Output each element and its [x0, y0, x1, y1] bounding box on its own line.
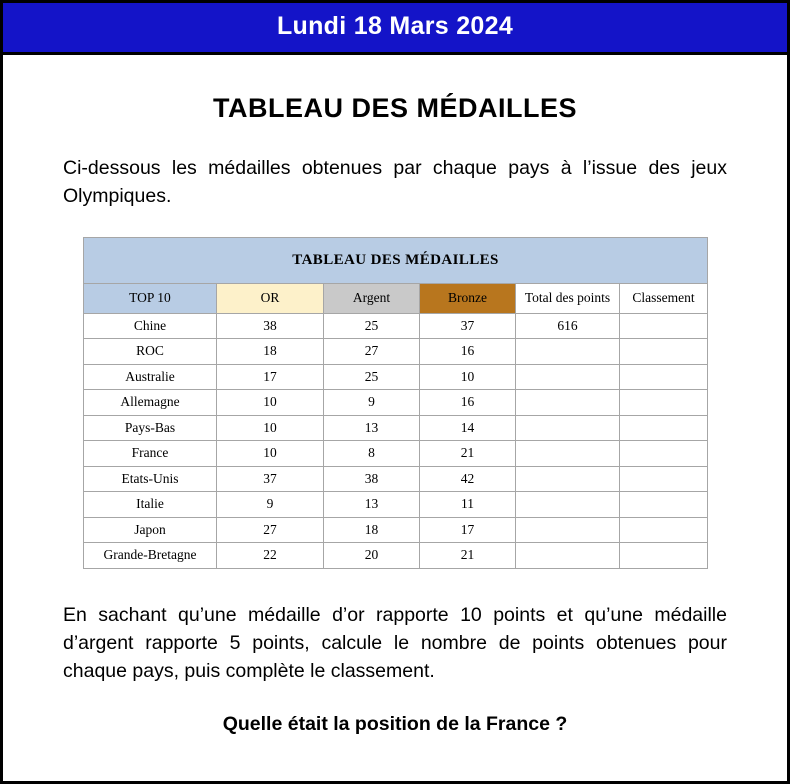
cell-or: 37 [217, 466, 324, 492]
cell-bronze: 42 [420, 466, 516, 492]
cell-country: Pays-Bas [84, 415, 217, 441]
date-banner: Lundi 18 Mars 2024 [3, 3, 787, 55]
worksheet-content [3, 55, 787, 781]
cell-country: Grande-Bretagne [84, 543, 217, 569]
cell-or: 10 [217, 390, 324, 416]
table-header-row [84, 283, 708, 313]
cell-classement[interactable] [620, 364, 708, 390]
table-row [84, 492, 708, 518]
medals-table [83, 237, 708, 569]
table-caption-row [84, 237, 708, 283]
page-title: TABLEAU DES MÉDAILLES [212, 93, 577, 123]
header-or: OR [217, 283, 324, 313]
cell-or: 10 [217, 441, 324, 467]
cell-country: Chine [84, 313, 217, 339]
header-classement: Classement [620, 283, 708, 313]
table-row [84, 390, 708, 416]
table-row [84, 441, 708, 467]
cell-bronze: 16 [420, 339, 516, 365]
table-row [84, 466, 708, 492]
cell-classement[interactable] [620, 415, 708, 441]
cell-argent: 20 [324, 543, 420, 569]
cell-classement[interactable] [620, 390, 708, 416]
cell-bronze: 14 [420, 415, 516, 441]
cell-argent: 27 [324, 339, 420, 365]
table-row [84, 339, 708, 365]
header-total: Total des points [516, 283, 620, 313]
cell-argent: 9 [324, 390, 420, 416]
cell-total[interactable]: 616 [516, 313, 620, 339]
cell-country: ROC [84, 339, 217, 365]
cell-argent: 8 [324, 441, 420, 467]
cell-total[interactable] [516, 543, 620, 569]
cell-country: Italie [84, 492, 217, 518]
table-row [84, 517, 708, 543]
table-row [84, 313, 708, 339]
cell-country: Allemagne [84, 390, 217, 416]
cell-argent: 25 [324, 364, 420, 390]
cell-classement[interactable] [620, 313, 708, 339]
cell-total[interactable] [516, 492, 620, 518]
cell-bronze: 11 [420, 492, 516, 518]
cell-classement[interactable] [620, 517, 708, 543]
cell-total[interactable] [516, 390, 620, 416]
cell-country: Japon [84, 517, 217, 543]
header-argent: Argent [324, 283, 420, 313]
table-caption: TABLEAU DES MÉDAILLES [84, 237, 708, 283]
cell-total[interactable] [516, 441, 620, 467]
header-bronze: Bronze [420, 283, 516, 313]
final-question: Quelle était la position de la France ? [222, 713, 568, 736]
cell-or: 10 [217, 415, 324, 441]
cell-total[interactable] [516, 466, 620, 492]
table-row [84, 543, 708, 569]
cell-bronze: 21 [420, 441, 516, 467]
cell-or: 27 [217, 517, 324, 543]
cell-bronze: 17 [420, 517, 516, 543]
header-top10: TOP 10 [84, 283, 217, 313]
cell-argent: 18 [324, 517, 420, 543]
cell-classement[interactable] [620, 441, 708, 467]
closing-instructions: En sachant qu’une médaille d’or rapporte 10 points et qu’une médaille d’argent rapporte 5 points, calcule le nombre de points obtenues pour chaque pays, puis complète le classement. [63, 603, 727, 683]
cell-argent: 25 [324, 313, 420, 339]
cell-bronze: 21 [420, 543, 516, 569]
intro-paragraph: Ci-dessous les médailles obtenues par chaque pays à l’issue des jeux Olympiques. [63, 157, 727, 208]
cell-or: 22 [217, 543, 324, 569]
table-row [84, 364, 708, 390]
cell-country: Etats-Unis [84, 466, 217, 492]
cell-bronze: 10 [420, 364, 516, 390]
cell-classement[interactable] [620, 466, 708, 492]
cell-classement[interactable] [620, 492, 708, 518]
cell-argent: 13 [324, 415, 420, 441]
cell-classement[interactable] [620, 543, 708, 569]
cell-or: 18 [217, 339, 324, 365]
cell-bronze: 37 [420, 313, 516, 339]
cell-or: 38 [217, 313, 324, 339]
cell-or: 9 [217, 492, 324, 518]
cell-classement[interactable] [620, 339, 708, 365]
cell-total[interactable] [516, 415, 620, 441]
cell-argent: 38 [324, 466, 420, 492]
cell-total[interactable] [516, 364, 620, 390]
cell-country: Australie [84, 364, 217, 390]
cell-bronze: 16 [420, 390, 516, 416]
cell-total[interactable] [516, 339, 620, 365]
medals-table-wrapper [83, 237, 707, 569]
cell-total[interactable] [516, 517, 620, 543]
cell-argent: 13 [324, 492, 420, 518]
cell-country: France [84, 441, 217, 467]
cell-or: 17 [217, 364, 324, 390]
table-row [84, 415, 708, 441]
